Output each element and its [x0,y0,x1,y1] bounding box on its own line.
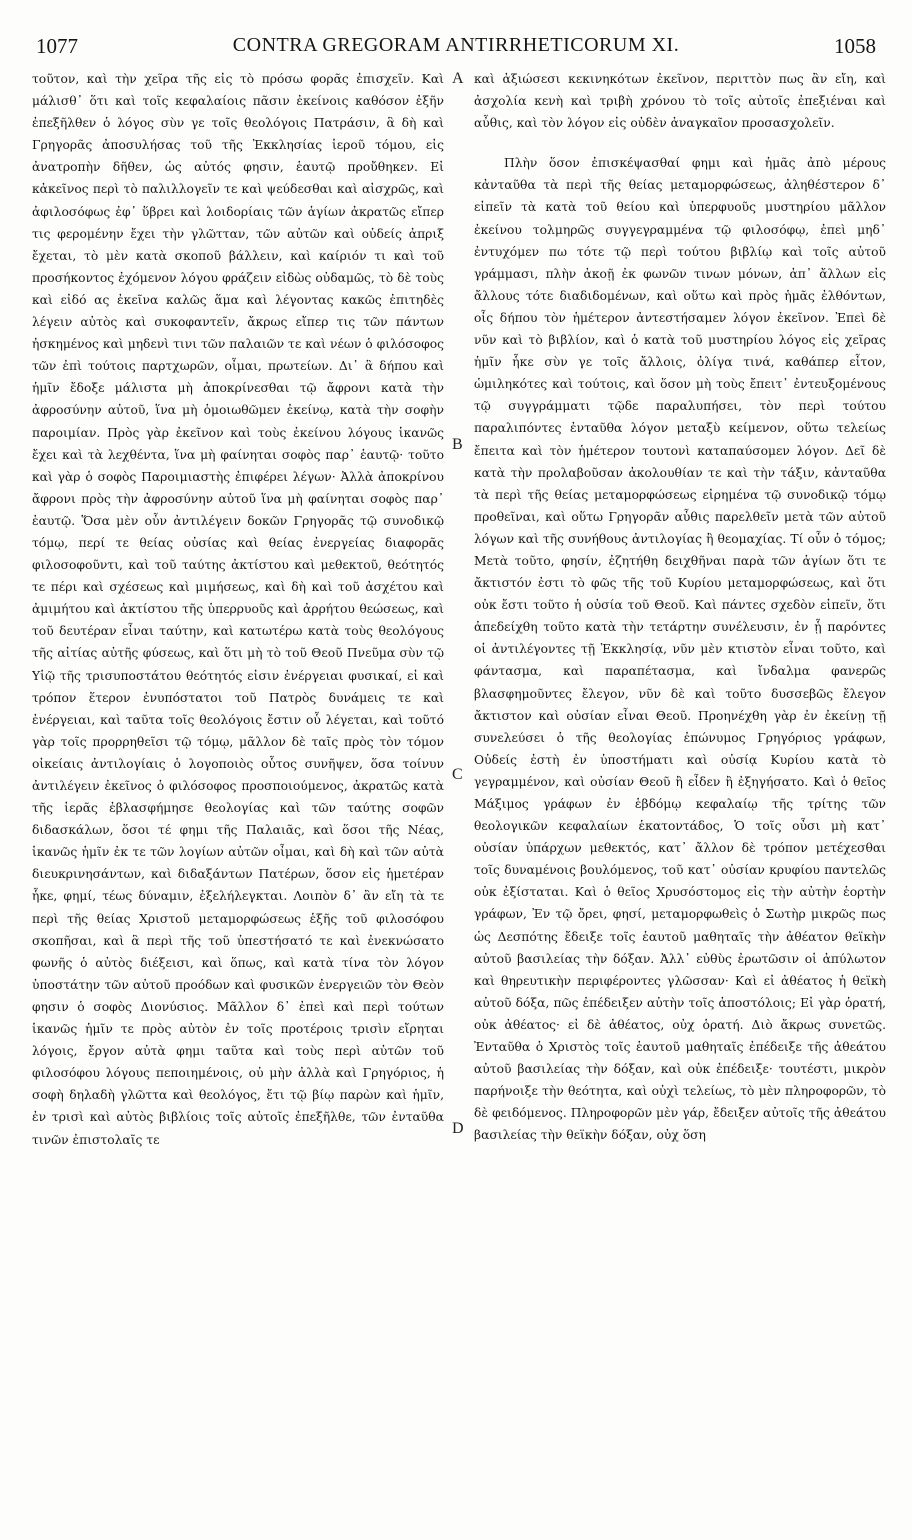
margin-marker-b: B [452,436,463,453]
margin-marker-c: C [452,766,463,783]
page-number-left: 1077 [36,34,78,58]
margin-marker-d: D [452,1120,464,1137]
left-column-paragraph: τοῦτον, καὶ τὴν χεῖρα τῆς εἰς τὸ πρόσω φορᾶς ἐπισχεῖν. Καὶ μάλισθ᾽ ὅτι καὶ τοῖς κεφαλαίοις πᾶσιν ἐκείνοις καθόσον ἐξῆν ἐπεξῆλθεν ὁ λόγος σὺν γε τοῖς θεολόγοις Πατράσιν, ἃ δὴ καὶ Γρηγορᾶς ἀποσυλήσας τοῦ τῆς Ἐκκλησίας ἱεροῦ τόμου, εἰς ἀνατροπὴν δῆθεν, ὡς αὐτός φησιν, ἑαυτῷ προὔθηκεν. Εἰ κἀκεῖνος περὶ τὸ παλιλλογεῖν τε καὶ ψεύδεσθαι καὶ αἰσχρῶς, καὶ ἀφιλοσόφως ἐφ᾽ ὕβρει καὶ λοιδορίαις τῶν ἁγίων ἀκρατῶς εἴπερ τις φερομένην ἔχει τὴν γλῶτταν, τῶν αὐτῶν καὶ οὐδείς ἀπριξ ἔχεται, τὸ μὲν κατὰ σκοποῦ βάλλειν, καὶ καίριόν τι καὶ τοῦ προσήκοντος ἐχόμενον λόγου φράζειν εἰδὼς οὐδαμῶς, τὸ δὲ τοὺς καὶ εἰδό ας ἐκεῖνα καλῶς ἅμα καὶ λέγοντας κακῶς ἐπιτηδὲς λέγειν αὐτὸς καὶ συκοφαντεῖν, ἄκρως εἴπερ τις τῶν πάντων ἠσκημένος καὶ μηδενὶ τινι τῶν παλαιῶν τε καὶ νέων ὁ φιλόσοφος τῶν ἐπὶ τούτοις παρτχωρῶν, οἶμαι, πρωτείων. Δι᾽ ἃ δήπου καὶ ἡμῖν ἔδοξε μάλιστα μὴ ἀποκρίνεσθαι τῷ ἄφρονι κατὰ τὴν ἀφροσύνην αὐτοῦ, ἵνα μὴ ὁμοιωθῶμεν ἐκείνῳ, κατὰ τὴν σοφὴν παροιμίαν. Πρὸς γὰρ ἐκεῖνον καὶ τοὺς ἐκείνου λόγους ἱκανῶς ἔχει καὶ τὰ λεχθέντα, ἵνα μὴ φαίνηται σοφὸς παρ᾽ ἑαυτῷ· τοῦτο καὶ γὰρ ὁ σοφὸς Παροιμιαστὴς ἐπιφέρει λέγων· Ἀλλὰ ἀποκρίνου ἄφρονι πρὸς τὴν ἀφροσύνην αὐτοῦ ἵνα μὴ φαίνηται σοφὸς παρ᾽ ἑαυτῷ. Ὅσα μὲν οὖν ἀντιλέγειν δοκῶν Γρηγορᾶς τῷ συνοδικῷ τόμῳ, περί τε θείας οὐσίας καὶ θείας ἐνεργείας διαφορᾶς φιλοσοφοῦντι, καὶ τοῦ ταύτης ἀκτίστου καὶ μεθεκτοῦ, θεότητός τε πέρι καὶ σχέσεως καὶ μιμήσεως, καὶ δὴ καὶ τοῦ ἀσχέτου καὶ ἀμιμήτου καὶ ἀκτίστου τῆς ὑπερρυοῦς καὶ ἀρρήτου θεώσεως, καὶ τοῦ δευτέραν εἶναι ταύτην, καὶ κατωτέρω κατὰ τοὺς θεολόγους τῆς αἰτίας αὐτῆς φύσεως, καὶ ὅτι μὴ τὸ τοῦ Θεοῦ Πνεῦμα σὺν τῷ Υἱῷ τῆς τρισυποστάτου θεότητός εἰσιν ἐνέργειαι φυσικαί, εἰ καὶ τρόπον ἕτερον ἐνυπόστατοι τοῦ Πατρὸς δυνάμεις τε καὶ ἐνέργειαι, καὶ ταῦτα τοῖς θεολόγοις ἔστιν οὗ λέγεται, καὶ τοῦτό γὰρ τοῖς προρρηθεῖσι τῷ τόμῳ, μᾶλλον δὲ ταῖς πρὸς τὸν τόμον οἰκείαις ἀντιλογίαις ὁ λογοποιὸς οὗτος συνῆψεν, ὅσα τοίνυν ἀντιλέγειν ἐκεῖνος ὁ φιλόσοφος προσποιούμενος, ἀκρατῶς κατὰ τῆς ἱερᾶς ἐβλασφήμησε θεολογίας καὶ τῶν ταύτης σοφῶν διδασκάλων, ὅσοι τέ φημι τῆς Παλαιᾶς, καὶ ὅσοι τῆς Νέας, ἱκανῶς ἡμῖν ἐκ τε τῶν λογίων αὐτῶν οἶμαι, καὶ δὴ καὶ τῶν αὐτὰ διευκρινησάντων, καὶ διδαξάντων Πατέρων, ὅσον εἰς ἡμετέραν ἧκε, φημί, τέως δύναμιν, ἐξελήλεγκται. Λοιπὸν δ᾽ ἂν εἴη τὰ τε περὶ τῆς θείας Χριστοῦ μεταμορφώσεως ἑξῆς τοῦ φιλοσόφου σκοπῆσαι, καὶ ἃ περὶ τῆς τοῦ ὑπεστήσατό τε καὶ ἐνεκνώσατο φωνῆς ὁ αὐτὸς διέξεισι, καὶ ὅπως, καὶ κατὰ τίνα τὸν λόγον ὑποστάτην τῶν αὐτοῦ προόδων καὶ φυσικῶν ἐνεργειῶν τὸν Θεὸν φησιν ὁ σοφὸς Διονύσιος. Μᾶλλον δ᾽ ἐπεὶ καὶ περὶ τούτων ἱκανῶς ἡμῖν τε πρὸς αὐτὸν ἐν τοῖς προτέροις τρισὶν εἴρηται λόγοις, ἔργον αὐτὰ φημι ταῦτα καὶ τοὺς περὶ αὐτῶν τοῦ φιλοσόφου λόγους πεποιημένοις, οὐ μὴν ἀλλὰ καὶ Γρηγόριος, ἡ σοφὴ δηλαδὴ γλῶττα καὶ θεολόγος, ἔτι τῷ βίῳ παρὼν καὶ ἡμῖν, ἐν τρισὶ καὶ αὐτὸς βιβλίοις τοῖς αὐτοῖς ἐπεξῆλθε, τῶν ἐνταῦθα τινῶν ἐπιστολαῖς τε [32,72,444,1147]
paragraph-gap [474,134,886,152]
page-header [36,34,876,60]
running-title: CONTRA GREGORAM ANTIRRHETICORUM XI. [232,34,680,56]
right-column-paragraph-2: Πλὴν ὅσον ἐπισκέψασθαί φημι καὶ ἡμᾶς ἀπὸ μέρους κἀνταῦθα τὰ περὶ τῆς θείας μεταμορφώσεως, ἀληθέστερον δ᾽ εἰπεῖν τὰ κατὰ τοῦ θείου καὶ ὑπερφυοῦς μυστηρίου μᾶλλον ἐκείνου τολμηρῶς συγγεγραμμένα τῷ φιλοσόφῳ, ἐπεὶ μηδ᾽ ἐντυχόμεν πω τότε τῷ περὶ τούτου βιβλίῳ καὶ τοῖς αὐτοῦ γράμμασι, πλὴν ἀκοῇ ἐκ φωνῶν τινων μόνων, ἀπ᾽ ἄλλων εἰς ἄλλους τότε διαδιδομένων, καὶ οὕτω καὶ πρὸς ἡμᾶς ἐλθόντων, οἷς δήπου τὸν ἡμέτερον ἀντεστήσαμεν λόγον ἐκεῖνον. Ἐπεὶ δὲ νῦν καὶ τὸ βιβλίον, καὶ ὁ κατὰ τοῦ μυστηρίου λόγος εἰς χεῖρας ἡμῖν ἧκε σὺν γε τοῖς ἄλλοις, ὀλίγα τινά, καθάπερ εἶτον, ὡμιληκότες καὶ τούτοις, καὶ ὅσον μὴ τοὺς ἔπειτ᾽ ἐντευξομένους τῷ συγγράμματι τῷδε παραλυπήσει, τὸν περὶ τούτου παραλιπόντες ἐνταῦθα λόγον μεταξὺ κείμενον, οὕτω τελείως ἔπειτα καὶ τὸν ἡμέτερον τουτονὶ καταπαύσομεν λόγον. Δεῖ δὲ κατὰ τὴν προλαβοῦσαν ἀκολουθίαν τε καὶ τὴν τάξιν, κἀνταῦθα τὰ περὶ τῆς θείας μεταμορφώσεως εἰρημένα τῷ συνοδικῷ τόμῳ προθεῖναι, καὶ οὕτω Γρηγορᾶν αὖθις παρελθεῖν μετὰ τῶν αὐτοῦ λόγων καὶ τῆς συνήθους ἀντιλογίας ἢ θεομαχίας. Τί οὖν ὁ τόμος; Μετὰ τοῦτο, φησίν, ἐζητήθη δειχθῆναι παρὰ τῶν ἁγίων ὅτι τε ἄκτιστόν ἐστι τὸ φῶς τῆς τοῦ Κυρίου μεταμορφώσεως, καὶ ὅτι οὐκ ἔστι τοῦτο ἡ οὐσία τοῦ Θεοῦ. Καὶ πάντες σχεδὸν εἰπεῖν, ὅτι ἀπεδείχθη τοῦτο κατὰ τὴν τετάρτην συνέλευσιν, ἐν ᾗ παρόντες οἱ ἀντιλέγοντες τῇ Ἐκκλησίᾳ, νῦν μὲν κτιστὸν εἶναι τοῦτο, καὶ φάντασμα, καὶ παραπέτασμα, καὶ ἴνδαλμα φανερῶς βλασφημοῦντες ἔλεγον, νῦν δὲ καὶ τοῦτο δυσσεβῶς ἔλεγον ἄκτιστον καὶ οὐσίαν εἶναι Θεοῦ. Προηνέχθη γὰρ ἐν ἐκείνῃ τῇ συνελεύσει ὁ τῆς θεολογίας ἐπώνυμος Γρηγόριος γράφων, Οὐδείς ἐστὴ ἐν ὑποστήματι καὶ οὐσίᾳ Κυρίου κατὰ τὸ γεγραμμένον, καὶ οὐσίαν Θεοῦ ἢ εἶδεν ἢ ἐξηγήσατο. Καὶ ὁ θεῖος Μάξιμος γράφων ἐν ἑβδόμῳ κεφαλαίῳ τῆς τρίτης τῶν θεολογικῶν κεφαλαίων ἑκατοντάδος, Ὁ τοῖς οὖσι μὴ κατ᾽ οὐσίαν ὑπάρχων μεθεκτός, κατ᾽ ἄλλον δὲ τρόπον μετέχεσθαι τοῖς δυναμένοις βουλόμενος, τοῦ κατ᾽ οὐσίαν κρυφίου παντελῶς οὐκ ἐξίσταται. Καὶ ὁ θεῖος Χρυσόστομος εἰς τὴν αὐτὴν ἑορτὴν γράφων, Ἐν τῷ ὄρει, φησί, μεταμορφωθεὶς ὁ Σωτὴρ μικρῶς πως ὡς Δεσπότης ἔδειξε τοῖς ἑαυτοῦ μαθηταῖς τὴν ἀθέατον θεϊκὴν αὐτοῦ βασιλείας τὴν δόξαν. Ἀλλ᾽ εὐθὺς ἐρωτῶσιν οἱ ἀπύλωτον καὶ θηρευτικὴν περιφέροντες γλῶσσαν· Καὶ εἰ ἀθέατος ἡ θεϊκὴ αὐτοῦ δόξα, πῶς ἐπέδειξεν αὐτὴν τοῖς ἀποστόλοις; Εἰ γὰρ ὁρατή, οὐκ ἀθέατος· εἰ δὲ ἀθέατος, οὐχ ὁρατή. Διὸ ἄκρως συνετῶς. Ἐνταῦθα ὁ Χριστὸς τοῖς ἑαυτοῦ μαθηταῖς ἐπέδειξε τῆς ἀθεάτου αὐτοῦ βασιλείας τὴν δόξαν, καὶ οὐκ ἐπέδειξε· τουτέστι, μικρὸν παρήνοιξε τὴν θεότητα, καὶ οὐχὶ τελείως, τὸ μὲν πληροφορῶν, τὸ δὲ φειδόμενος. Πληροφορῶν μὲν γάρ, ἔδειξεν αὐτοῖς τῆς ἀθεάτου βασιλείας τὴν θεϊκὴν δόξαν, οὐχ ὅση [474,156,886,1143]
left-column [32,68,444,1528]
margin-marker-a: A [452,70,464,87]
right-column-paragraph-1: καὶ ἀξιώσεσι κεκινηκότων ἐκεῖνον, περιττὸν πως ἂν εἴη, καὶ ἀσχολία κενὴ καὶ τριβὴ χρόνου τὸ τοῖς αὐτοῖς ἐπεξιέναι καὶ αὖθις, καὶ τὸν λόγον εἰς οὐδὲν ἀναγκαῖον προσασχολεῖν. [474,72,886,131]
right-column [474,68,886,1528]
page-number-right: 1058 [834,34,876,58]
